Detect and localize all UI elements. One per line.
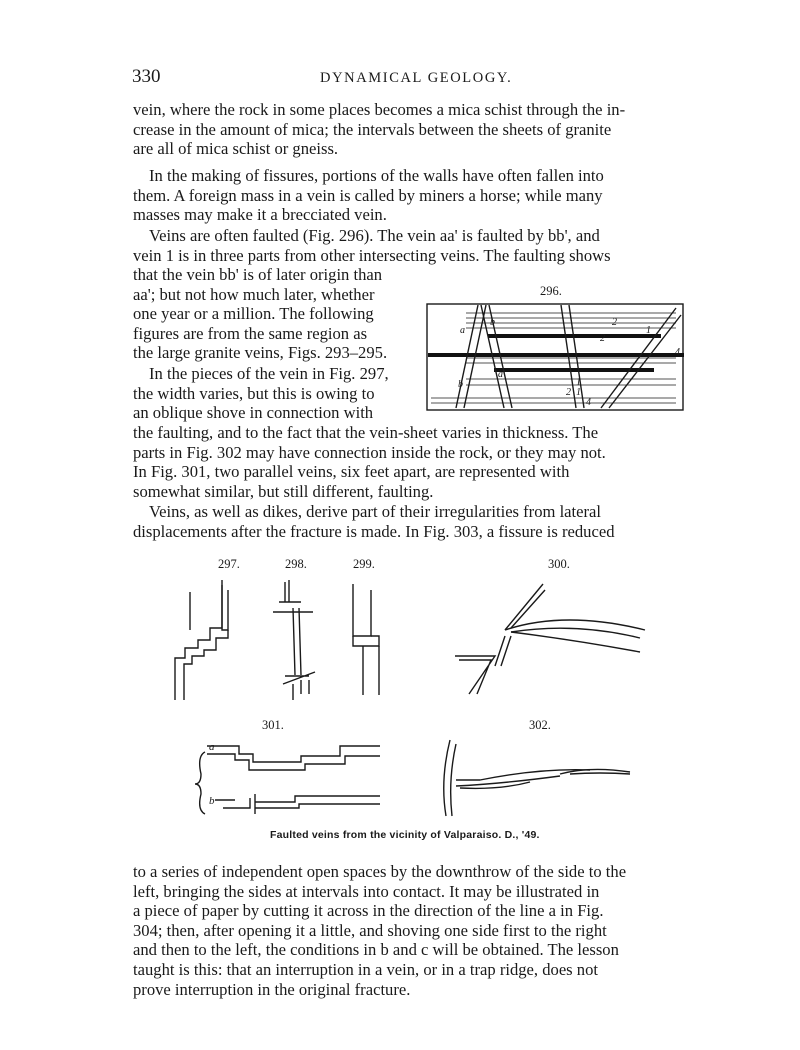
paragraph-3 [133, 226, 685, 265]
text-line: figures are from the same region as [133, 323, 368, 343]
figure-302 [440, 740, 640, 820]
paragraph-1 [133, 100, 685, 159]
text-line: Veins, as well as dikes, derive part of their irregularities from lateral [149, 502, 602, 521]
text-line: left, bringing the sides at intervals into contact. It may be illustrated in [133, 881, 600, 901]
fig-label: 4 [586, 397, 591, 408]
figure-caption: Faulted veins from the vicinity of Valparaiso. D., '49. [270, 829, 540, 841]
paragraph-5 [133, 502, 685, 541]
text-line: prove interruption in the original fracture. [133, 979, 411, 999]
fig-label: 2 [566, 387, 571, 398]
text-line: the width varies, but this is owing to [133, 383, 375, 403]
fig-label: b [458, 379, 463, 390]
page-number: 330 [132, 66, 161, 87]
text-line: vein, where the rock in some places becomes a mica schist through the in- [133, 100, 626, 119]
text-line: and then to the left, the conditions in b and c will be obtained. The lesson [133, 940, 619, 960]
text-line: displacements after the fracture is made. In Fig. 303, a fissure is reduced [133, 521, 615, 541]
text-line: that the vein bb' is of later origin than [133, 265, 383, 284]
text-line: to a series of independent open spaces by the downthrow of the side to the [133, 862, 627, 881]
figure-297 [170, 580, 250, 710]
text-line: the faulting, and to the fact that the vein-sheet varies in thickness. The [133, 423, 599, 442]
figure-302-number: 302. [529, 718, 551, 732]
figure-301-number: 301. [262, 718, 284, 732]
fig-label: 1 [646, 325, 651, 336]
paragraph-2 [133, 166, 685, 225]
figure-299 [345, 580, 395, 710]
figure-301 [195, 738, 380, 818]
figure-300 [455, 580, 655, 700]
fig-label: a' [498, 369, 506, 380]
figure-299-number: 299. [353, 557, 375, 571]
running-title: DYNAMICAL GEOLOGY. [320, 70, 513, 86]
fig-label: 1 [576, 387, 581, 398]
figure-298-number: 298. [285, 557, 307, 571]
fig-label: a [460, 325, 465, 336]
text-line: them. A foreign mass in a vein is called by miners a horse; while many [133, 185, 603, 205]
paragraph-4 [133, 423, 685, 501]
text-line: vein 1 is in three parts from other intersecting veins. The faulting shows [133, 245, 611, 265]
text-line: a piece of paper by cutting it across in the direction of the line a in Fig. [133, 901, 604, 921]
fig-label: 2 [612, 317, 617, 328]
figure-296-number: 296. [540, 284, 562, 298]
text-line: parts in Fig. 302 may have connection inside the rock, or they may not. [133, 442, 606, 462]
fig-label: b [209, 795, 215, 807]
paragraph-3-narrow [133, 265, 418, 363]
fig-label: 1 [576, 377, 581, 388]
fig-label: a [209, 741, 215, 753]
dark-veins [428, 336, 684, 370]
text-line: somewhat similar, but still different, faulting. [133, 481, 434, 501]
text-line: the large granite veins, Figs. 293–295. [133, 343, 388, 363]
paragraph-4-narrow [133, 364, 418, 423]
fig-label: b [490, 317, 495, 328]
fig-label: 2 [600, 333, 605, 344]
text-line: In the pieces of the vein in Fig. 297, [149, 364, 389, 383]
figure-296 [426, 303, 684, 411]
fig-label: 4 [675, 347, 680, 358]
text-line: In the making of fissures, portions of the walls have often fallen into [149, 166, 604, 185]
text-line: masses may make it a brecciated vein. [133, 205, 387, 225]
text-line: Veins are often faulted (Fig. 296). The vein aa' is faulted by bb', and [149, 226, 600, 245]
paragraph-6 [133, 862, 685, 999]
text-line: aa'; but not how much later, whether [133, 284, 375, 304]
figure-297-number: 297. [218, 557, 240, 571]
text-line: In Fig. 301, two parallel veins, six feet apart, are represented with [133, 462, 570, 482]
text-line: crease in the amount of mica; the intervals between the sheets of granite [133, 119, 612, 139]
text-line: are all of mica schist or gneiss. [133, 139, 339, 159]
figure-298 [265, 580, 325, 710]
text-line: one year or a million. The following [133, 304, 374, 324]
text-line: an oblique shove in connection with [133, 403, 374, 423]
text-line: 304; then, after opening it a little, and shoving one side first to the right [133, 920, 607, 940]
figure-300-number: 300. [548, 557, 570, 571]
text-line: taught is this: that an interruption in a vein, or in a trap ridge, does not [133, 959, 598, 979]
